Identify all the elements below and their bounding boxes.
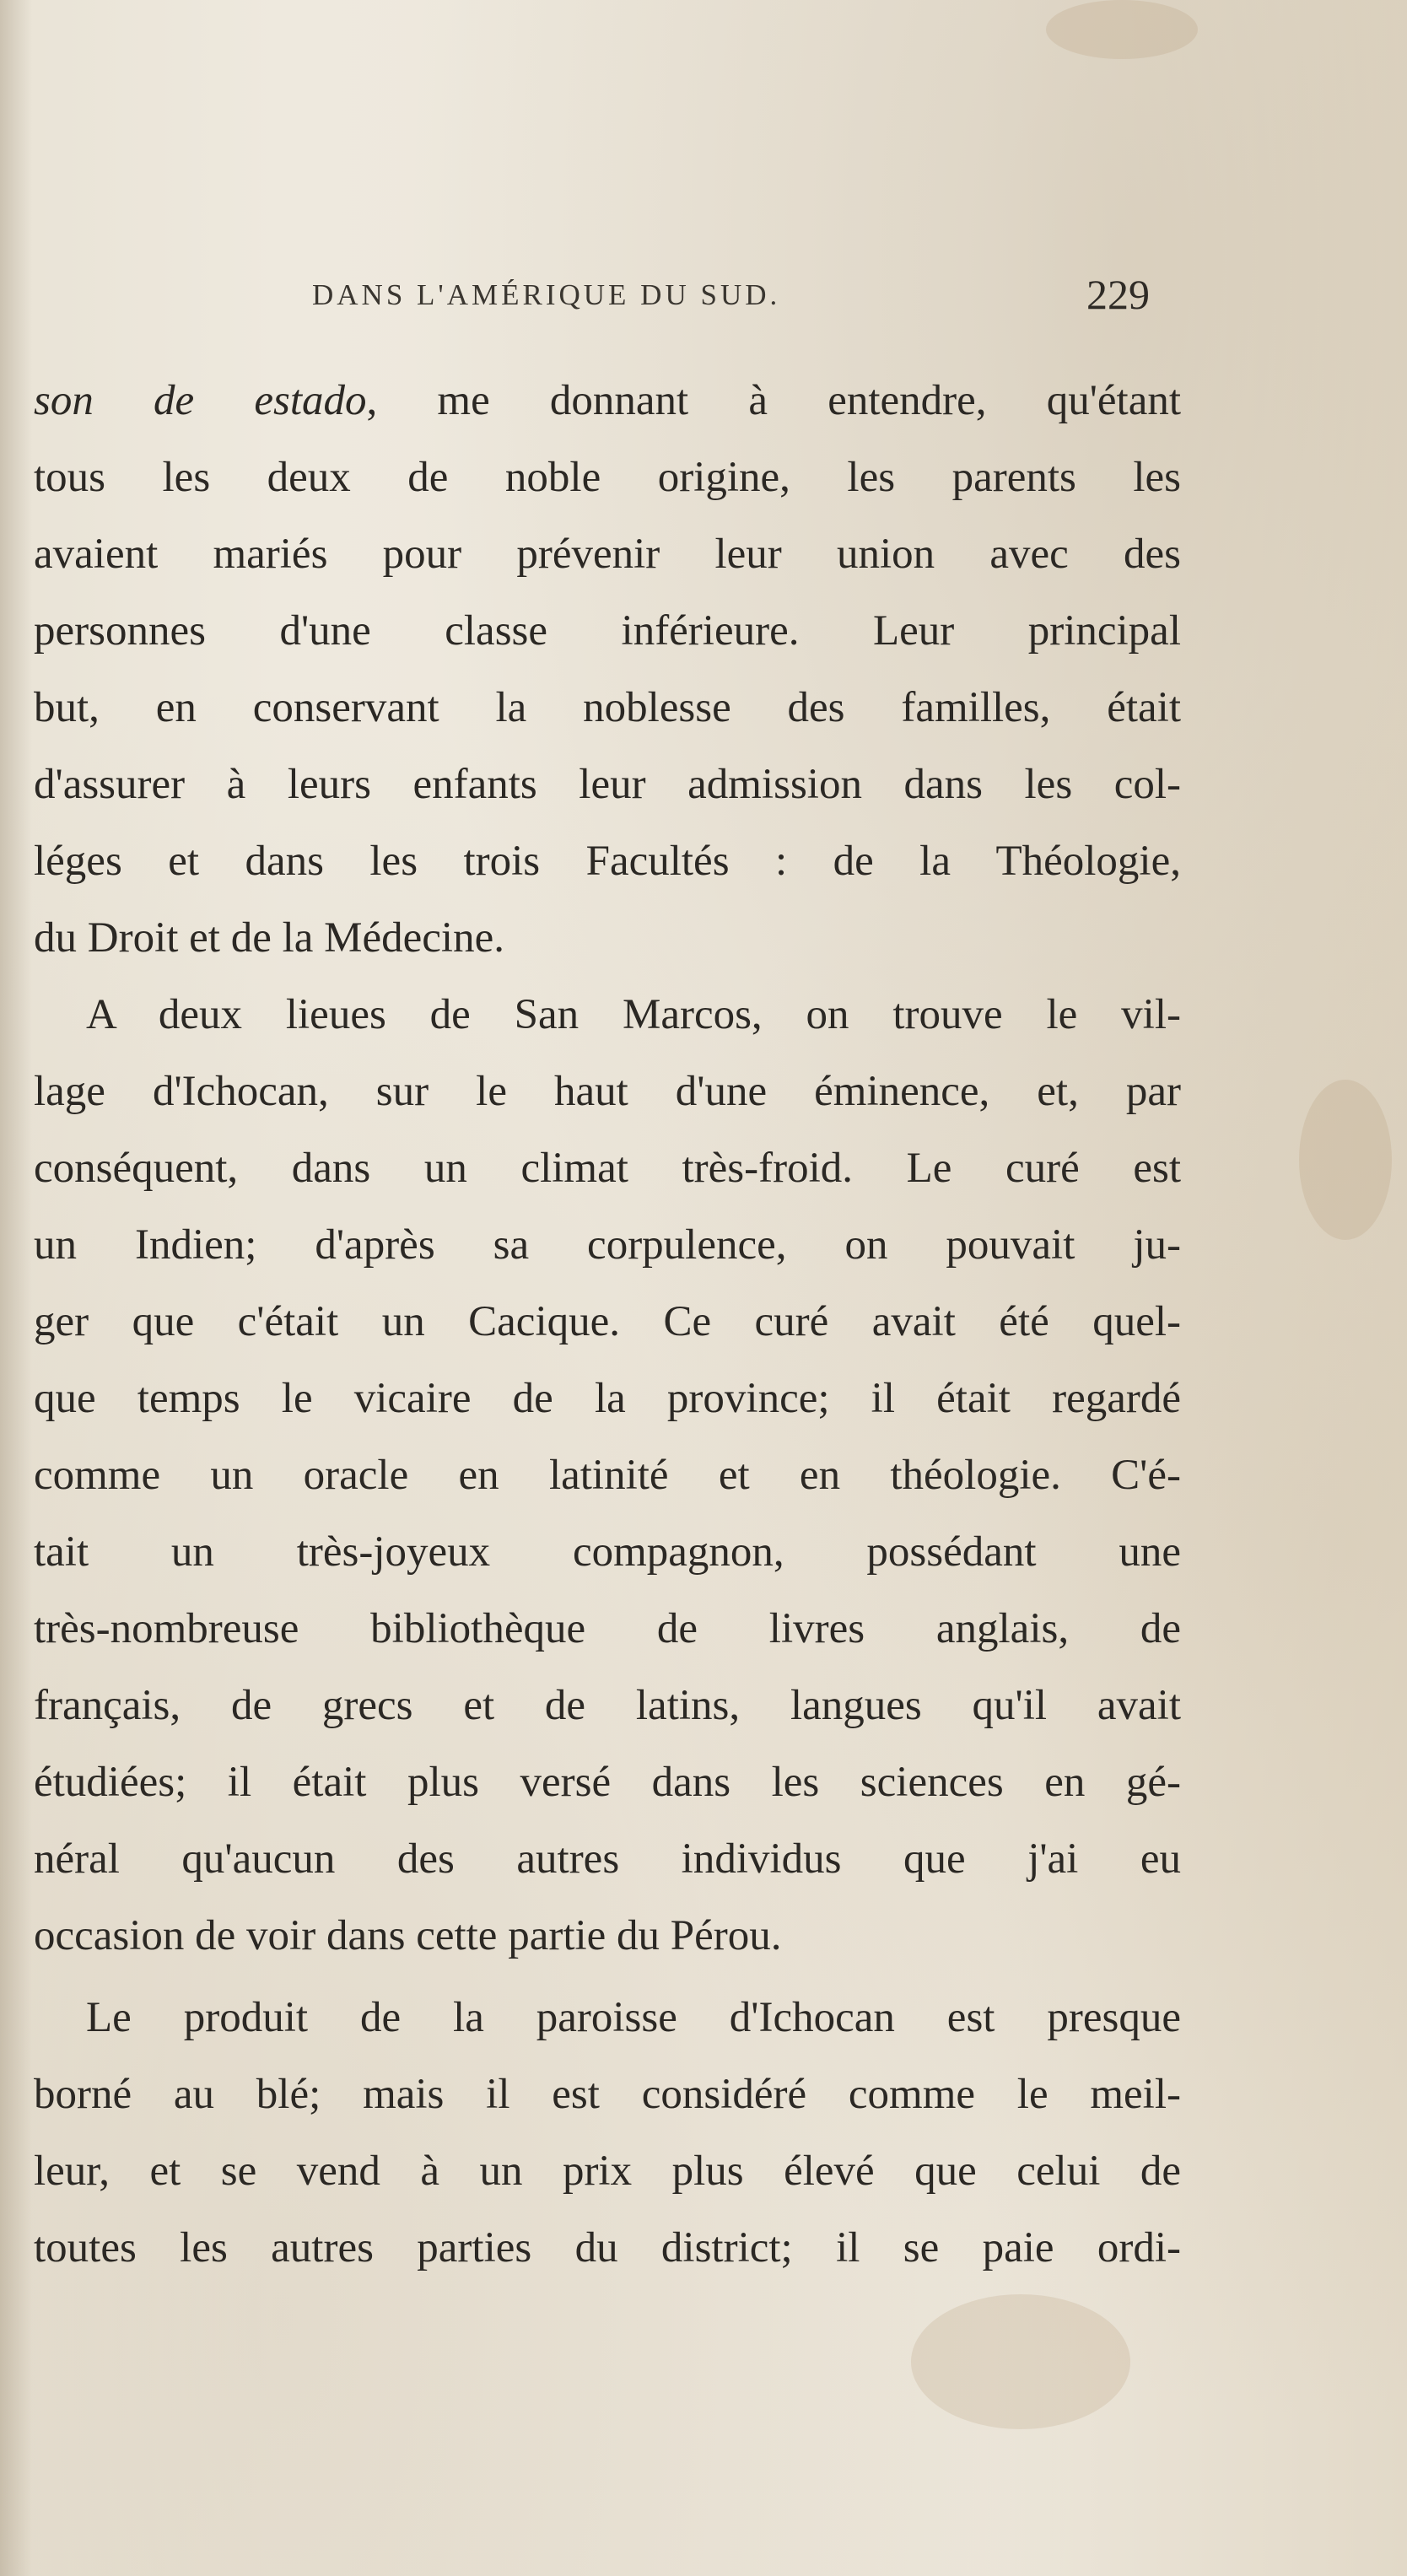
paragraph	[34, 1980, 1181, 2287]
text-line: borné au blé; mais il est considéré comme le meil-	[34, 2071, 1181, 2118]
text-line: Le produit de la paroisse d'Ichocan est presque	[86, 1994, 1181, 2041]
text-line: très-nombreuse bibliothèque de livres anglais, de	[34, 1605, 1181, 1652]
text-line: leur, et se vend à un prix plus élevé que celui de	[34, 2148, 1181, 2195]
running-title: DANS L'AMÉRIQUE DU SUD.	[312, 278, 781, 311]
text-line: un Indien; d'après sa corpulence, on pouvait ju-	[34, 1221, 1181, 1269]
paper-stain	[911, 2294, 1130, 2429]
text-line: conséquent, dans un climat très-froid. Le curé est	[34, 1145, 1181, 1192]
text-line: léges et dans les trois Facultés : de la Théologie,	[34, 838, 1181, 885]
text-line: A deux lieues de San Marcos, on trouve le vil-	[86, 991, 1181, 1038]
text-line: ger que c'était un Cacique. Ce curé avait été quel-	[34, 1298, 1181, 1345]
text-line: néral qu'aucun des autres individus que j'ai eu	[34, 1835, 1181, 1883]
paragraph	[34, 977, 1181, 1975]
text-line: lage d'Ichocan, sur le haut d'une éminence, et, par	[34, 1068, 1181, 1115]
text-line: du Droit et de la Médecine.	[34, 914, 504, 962]
running-head	[34, 271, 1215, 329]
paper-stain	[1046, 0, 1198, 59]
text-line: but, en conservant la noblesse des familles, était	[34, 684, 1181, 731]
text-line: occasion de voir dans cette partie du Pérou.	[34, 1912, 782, 1959]
text-line: personnes d'une classe inférieure. Leur principal	[34, 607, 1181, 655]
body-text	[34, 363, 1181, 2287]
text-line	[34, 363, 1181, 439]
text-line: tous les deux de noble origine, les parents les	[34, 454, 1181, 501]
spine-shadow	[0, 0, 32, 2576]
text-line: toutes les autres parties du district; il se paie ordi-	[34, 2224, 1181, 2272]
page-number: 229	[1086, 271, 1150, 318]
text-line: que temps le vicaire de la province; il était regardé	[34, 1375, 1181, 1422]
text-line: comme un oracle en latinité et en théologie. C'é-	[34, 1452, 1181, 1499]
text-line: français, de grecs et de latins, langues qu'il avait	[34, 1682, 1181, 1729]
text-line: d'assurer à leurs enfants leur admission dans les col-	[34, 761, 1181, 808]
paragraph	[34, 363, 1181, 977]
paper-stain	[1299, 1080, 1392, 1240]
text-line: avaient mariés pour prévenir leur union avec des	[34, 531, 1181, 578]
text-segment: , me donnant à entendre, qu'étant	[366, 377, 1182, 424]
text-line: tait un très-joyeux compagnon, possédant une	[34, 1528, 1181, 1576]
italic-phrase: son de estado	[34, 377, 367, 424]
text-line: étudiées; il était plus versé dans les sciences en gé-	[34, 1759, 1181, 1806]
